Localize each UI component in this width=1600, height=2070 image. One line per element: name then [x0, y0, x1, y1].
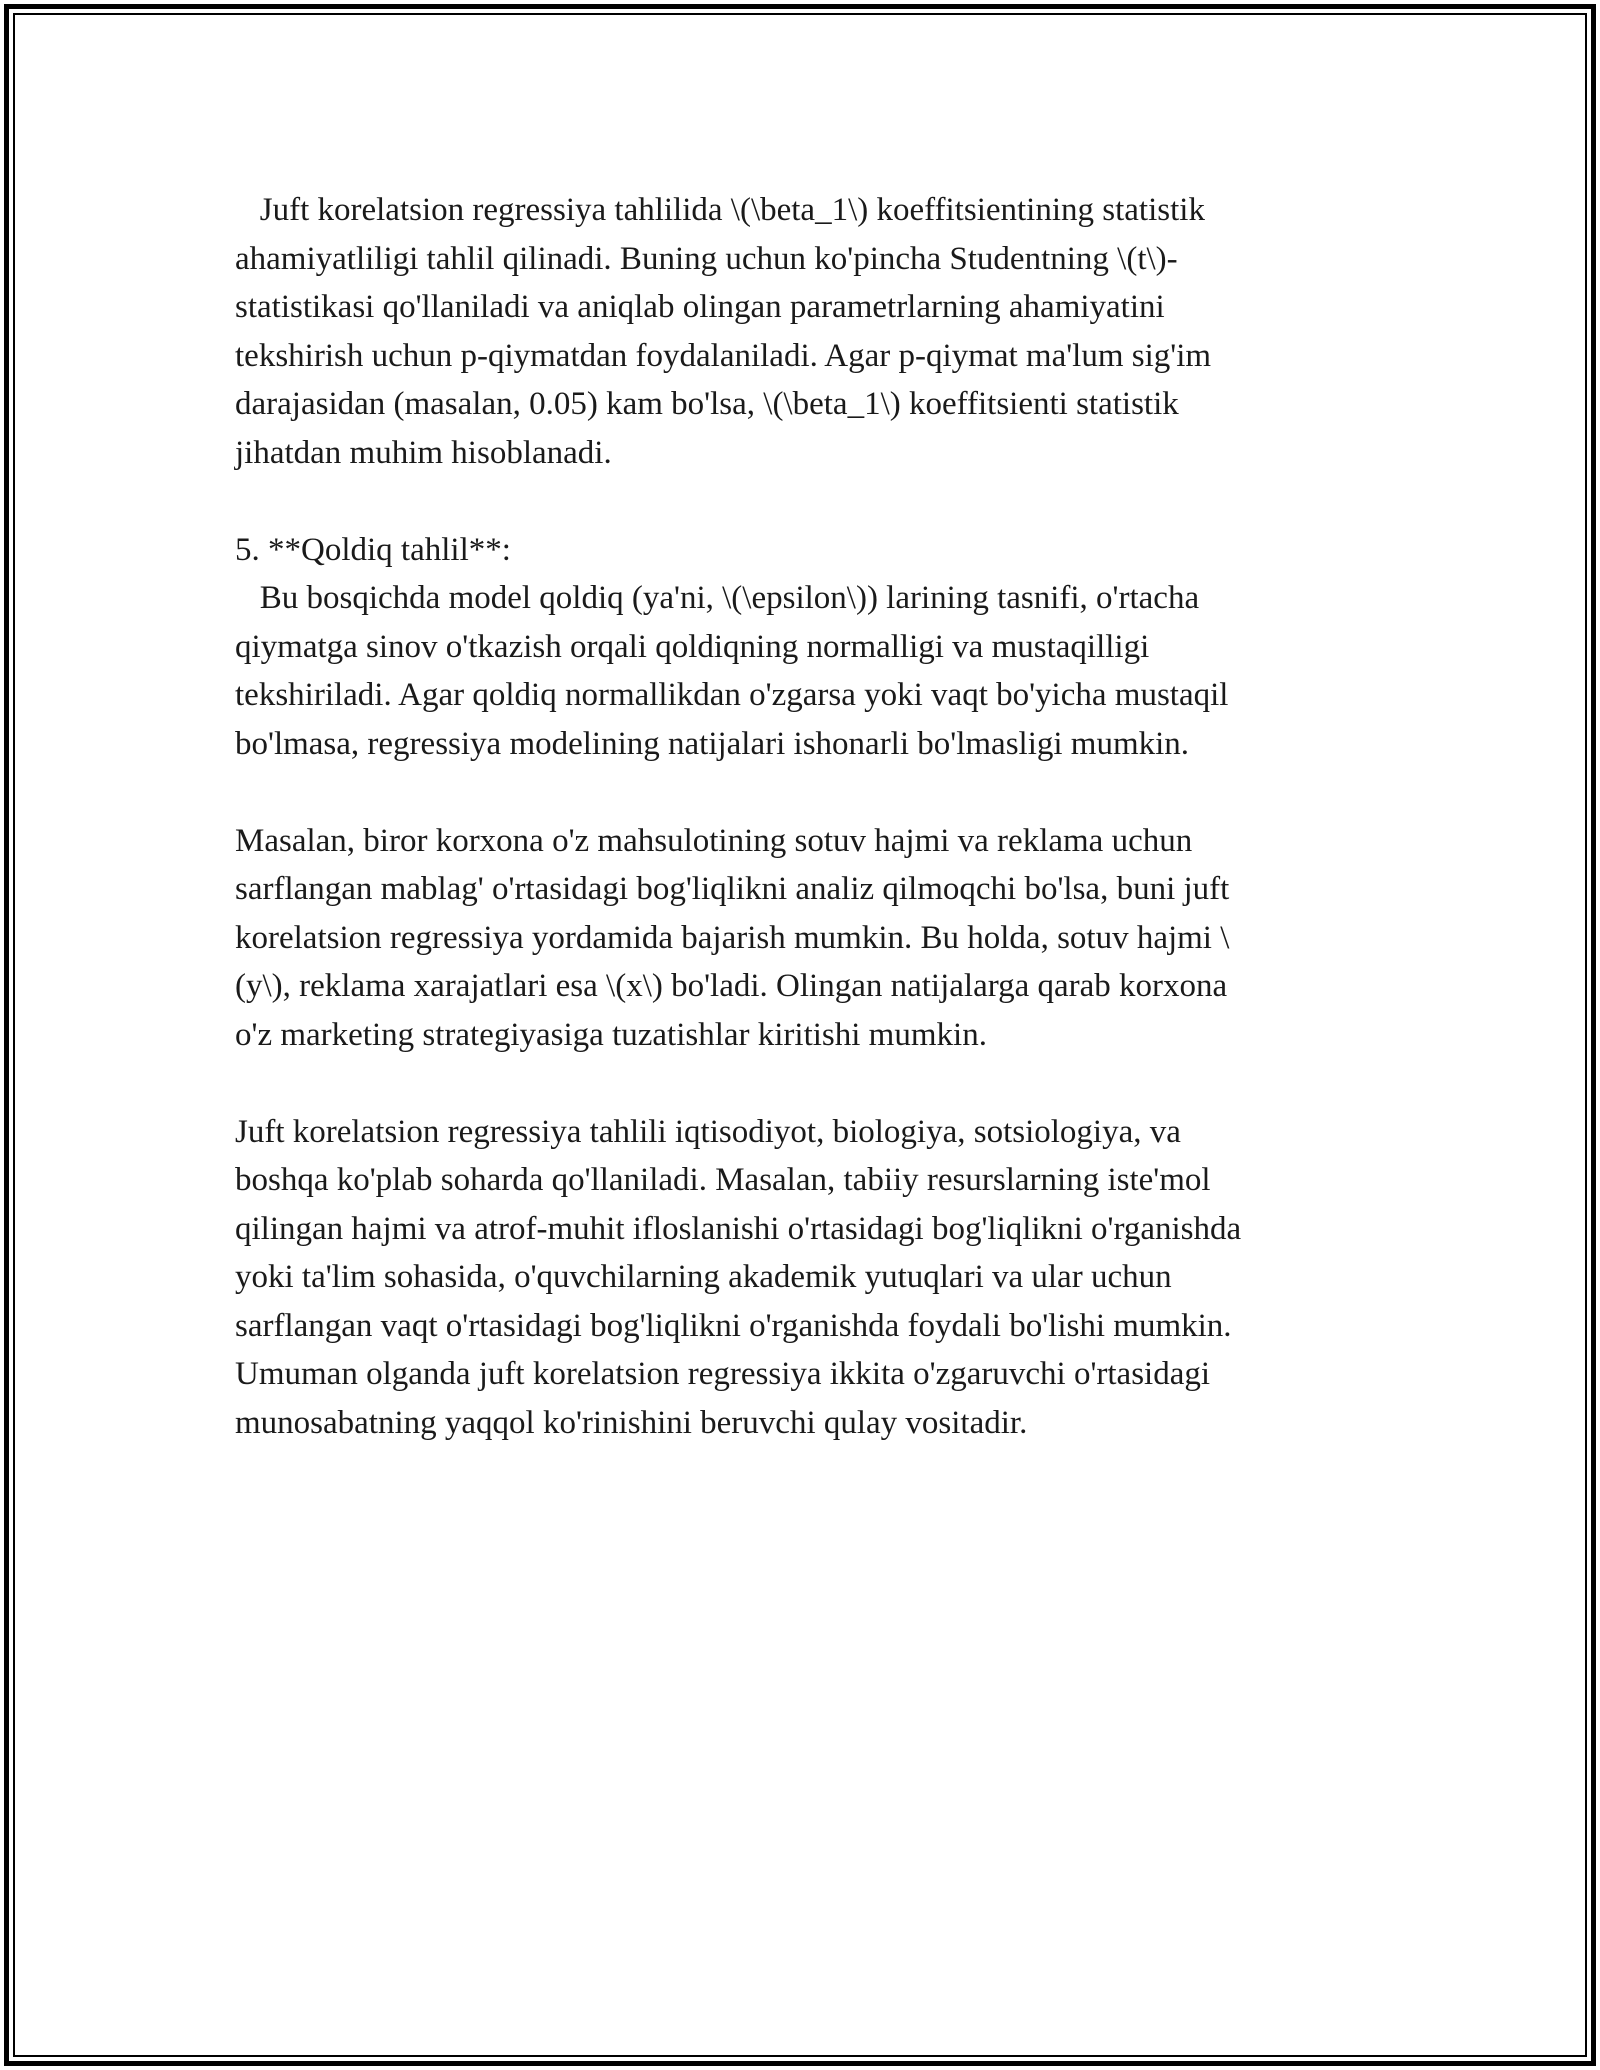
paragraph-spacer — [235, 1059, 1375, 1108]
paragraph-spacer — [235, 768, 1375, 817]
paragraph-applications: Juft korelatsion regressiya tahlili iqtisodiyot, biologiya, sotsiologiya, va boshqa ko'plab soharda qo'llaniladi. Masalan, tabiiy resurslarning iste'mol qilingan hajmi va atrof-muhit ifloslanishi o'rtasidagi bog'liqlikni o'rganishda yoki ta'lim sohasida, o'quvchilarning akademik yutuqlari va ular uchun sarflangan vaqt o'rtasidagi bog'liqlikni o'rganishda foydali bo'lishi mumkin. Umuman olganda juft korelatsion regressiya ikkita o'zgaruvchi o'rtasidagi munosabatning yaqqol ko'rinishini beruvchi qulay vositadir. — [235, 1113, 1242, 1441]
paragraph-example: Masalan, biror korxona o'z mahsulotining sotuv hajmi va reklama uchun sarflangan mablag' o'rtasidagi bog'liqlikni analiz qilmoqchi bo'lsa, buni juft korelatsion regressiya yordamida bajarish mumkin. Bu holda, sotuv hajmi \ (y\), reklama xarajatlari esa \(x\) bo'ladi. Olingan natijalarga qarab korxona o'z marketing strategiyasiga tuzatishlar kiritishi mumkin. — [235, 822, 1230, 1053]
document-body — [235, 186, 1375, 1447]
paragraph-residual-analysis: 5. **Qoldiq tahlil**: Bu bosqichda model qoldiq (ya'ni, \(\epsilon\)) larining tasnifi, o'rtacha qiymatga sinov o'tkazish orqali qoldiqning normalligi va mustaqilligi tekshiriladi. Agar qoldiq normallikdan o'zgarsa yoki vaqt bo'yicha mustaqil bo'lmasa, regressiya modelining natijalari ishonarli bo'lmasligi mumkin. — [235, 531, 1229, 762]
paragraph-spacer — [235, 477, 1375, 526]
paragraph-beta-significance: Juft korelatsion regressiya tahlilida \(\beta_1\) koeffitsientining statistik ahamiyatliligi tahlil qilinadi. Buning uchun ko'pincha Studentning \(t\)- statistikasi qo'llaniladi va aniqlab olingan parametrlarning ahamiyatini tekshirish uchun p-qiymatdan foydalaniladi. Agar p-qiymat ma'lum sig'im darajasidan (masalan, 0.05) kam bo'lsa, \(\beta_1\) koeffitsienti statistik jihatdan muhim hisoblanadi. — [235, 192, 1212, 471]
